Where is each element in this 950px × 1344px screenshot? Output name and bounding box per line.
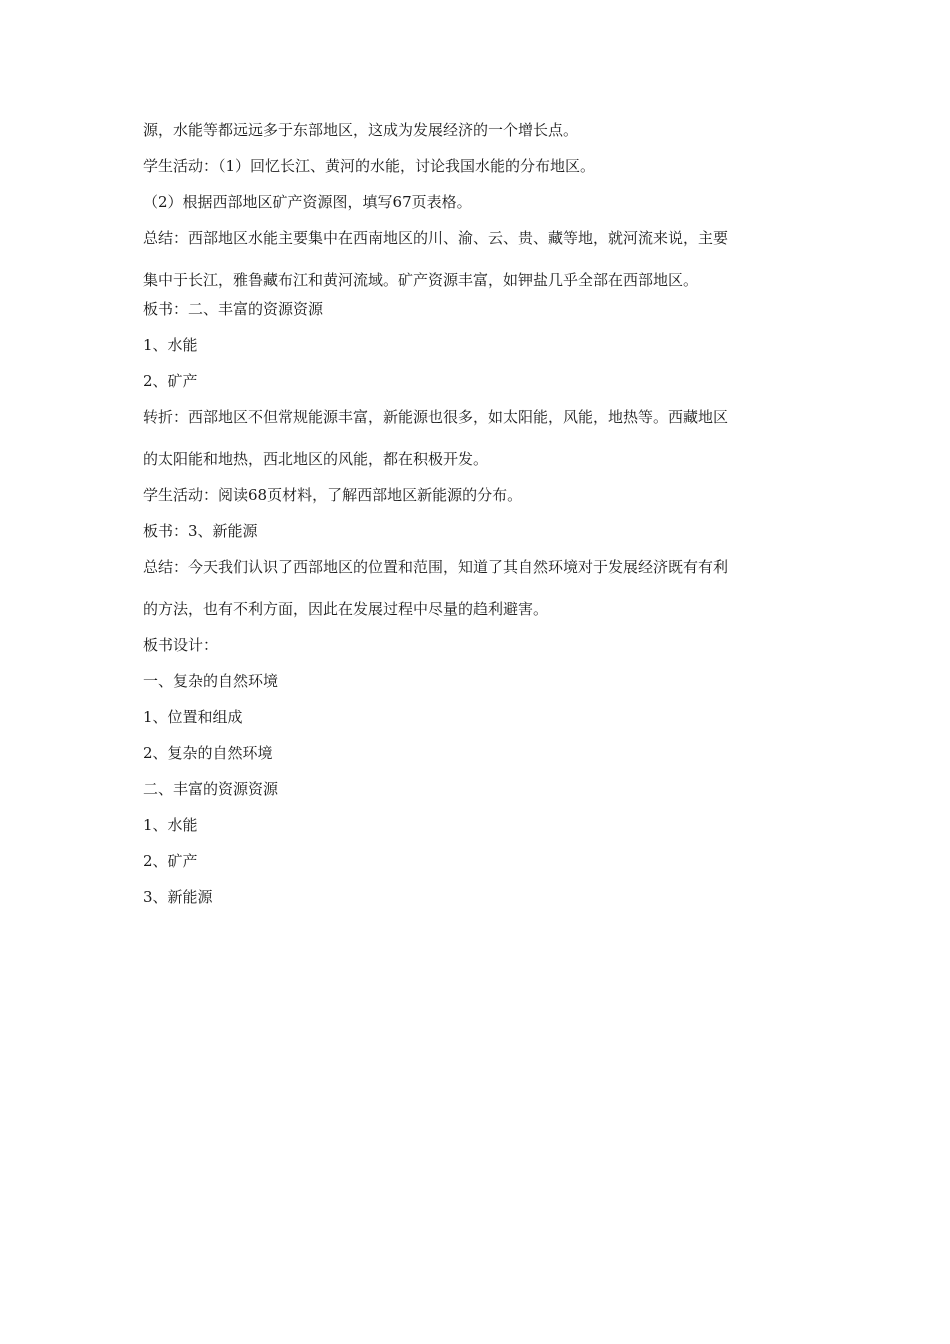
paragraph-board-item-minerals: 2、矿产 bbox=[143, 372, 198, 390]
paragraph-outline-section-1: 一、复杂的自然环境 bbox=[143, 672, 279, 690]
paragraph-student-activity-2: （2）根据西部地区矿产资源图，填写67页表格。 bbox=[143, 193, 472, 211]
paragraph-student-activity-3: 学生活动：阅读68页材料，了解西部地区新能源的分布。 bbox=[143, 486, 523, 504]
document-body bbox=[143, 120, 811, 923]
paragraph-summary-water-line1: 总结：西部地区水能主要集中在西南地区的川、渝、云、贵、藏等地，就河流来说，主要 bbox=[143, 229, 729, 247]
paragraph-outline-section-2: 二、丰富的资源资源 bbox=[143, 780, 279, 798]
paragraph-transition-line2: 的太阳能和地热，西北地区的风能，都在积极开发。 bbox=[143, 450, 489, 468]
paragraph-board-item-water: 1、水能 bbox=[143, 336, 198, 354]
paragraph-summary-water-line2: 集中于长江，雅鲁藏布江和黄河流域。矿产资源丰富，如钾盐几乎全部在西部地区。 bbox=[143, 271, 699, 289]
paragraph-outline-item-2-3: 3、新能源 bbox=[143, 888, 213, 906]
paragraph-board-heading-resources: 板书：二、丰富的资源资源 bbox=[143, 300, 324, 318]
paragraph-resources-intro: 源，水能等都远远多于东部地区，这成为发展经济的一个增长点。 bbox=[143, 121, 579, 139]
paragraph-student-activity-1: 学生活动：（1）回忆长江、黄河的水能，讨论我国水能的分布地区。 bbox=[143, 157, 596, 175]
paragraph-board-new-energy: 板书：3、新能源 bbox=[143, 522, 258, 540]
paragraph-transition-line1: 转折：西部地区不但常规能源丰富，新能源也很多，如太阳能，风能，地热等。西藏地区 bbox=[143, 408, 729, 426]
paragraph-board-design-heading: 板书设计： bbox=[143, 636, 219, 654]
paragraph-outline-item-1-2: 2、复杂的自然环境 bbox=[143, 744, 273, 762]
paragraph-final-summary-line2: 的方法，也有不利方面，因此在发展过程中尽量的趋利避害。 bbox=[143, 600, 549, 618]
paragraph-outline-item-2-2: 2、矿产 bbox=[143, 852, 198, 870]
paragraph-outline-item-2-1: 1、水能 bbox=[143, 816, 198, 834]
paragraph-final-summary-line1: 总结：今天我们认识了西部地区的位置和范围，知道了其自然环境对于发展经济既有有利 bbox=[143, 558, 729, 576]
paragraph-outline-item-1-1: 1、位置和组成 bbox=[143, 708, 243, 726]
